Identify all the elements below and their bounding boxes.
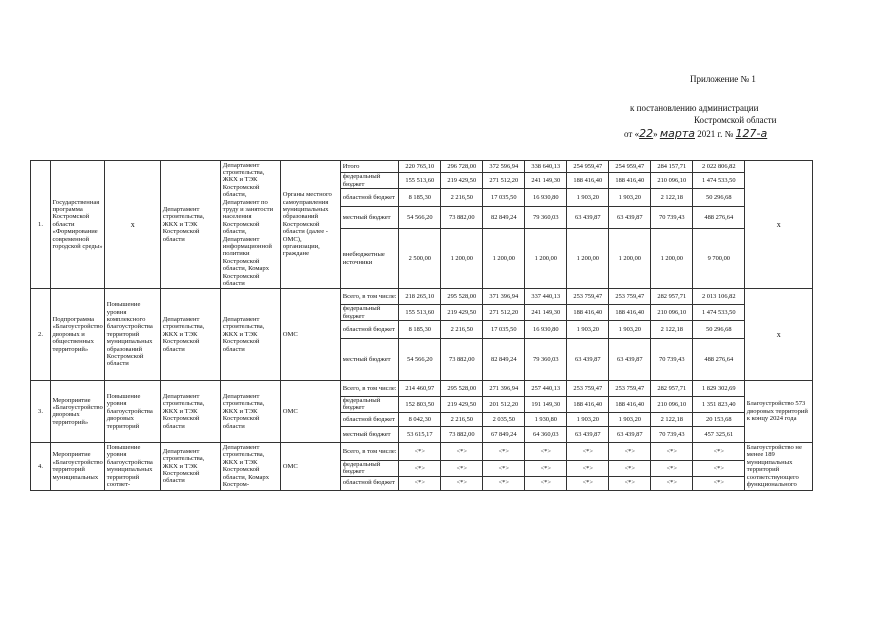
- year-value: <*>: [483, 476, 525, 490]
- year-value: 2 122,18: [651, 412, 693, 426]
- year-value: 337 440,13: [525, 289, 567, 305]
- year-value: 73 882,00: [441, 339, 483, 381]
- funding-source: Итого: [341, 161, 399, 173]
- year-value: <*>: [567, 460, 609, 476]
- year-value: 63 439,87: [609, 207, 651, 229]
- year-value: 1 903,20: [567, 321, 609, 339]
- funding-source: Всего, в том числе:: [341, 381, 399, 397]
- year-value: 282 957,71: [651, 381, 693, 397]
- year-value: <*>: [567, 476, 609, 490]
- year-value: 54 566,20: [399, 339, 441, 381]
- co-executors: Департамент строительства, ЖКХ и ТЭК Костромской области: [221, 289, 281, 381]
- year-value: 63 439,87: [567, 426, 609, 442]
- year-value: 155 513,60: [399, 173, 441, 189]
- year-value: 67 849,24: [483, 426, 525, 442]
- year-value: 201 512,20: [483, 397, 525, 413]
- year-value: 253 759,47: [567, 381, 609, 397]
- total-value: 488 276,64: [693, 207, 745, 229]
- year-value: <*>: [651, 442, 693, 460]
- year-value: <*>: [609, 460, 651, 476]
- year-value: <*>: [525, 442, 567, 460]
- total-value: 1 351 823,40: [693, 397, 745, 413]
- row-number: 4.: [31, 442, 51, 490]
- year-value: 63 439,87: [567, 339, 609, 381]
- year-value: 1 200,00: [567, 229, 609, 289]
- year-value: 63 439,87: [567, 207, 609, 229]
- year-value: 188 416,40: [567, 397, 609, 413]
- year-value: 210 096,10: [651, 305, 693, 321]
- funding-source: местный бюджет: [341, 426, 399, 442]
- year-value: 284 157,71: [651, 161, 693, 173]
- program-measure: Повышение уровня благоустройства дворовых территорий: [105, 381, 161, 443]
- year-value: 1 903,20: [609, 321, 651, 339]
- year-value: 1 903,20: [609, 412, 651, 426]
- year-value: 188 416,40: [609, 173, 651, 189]
- date-day: 22: [639, 127, 654, 140]
- year-value: 73 882,00: [441, 207, 483, 229]
- year-value: 70 739,43: [651, 426, 693, 442]
- date-month: марта: [659, 127, 695, 140]
- year-value: 1 903,20: [567, 412, 609, 426]
- year-value: 8 185,30: [399, 321, 441, 339]
- total-value: 1 474 533,50: [693, 305, 745, 321]
- year-value: 253 759,47: [609, 381, 651, 397]
- year-value: <*>: [441, 476, 483, 490]
- funding-source: местный бюджет: [341, 339, 399, 381]
- year-value: 1 903,20: [609, 189, 651, 207]
- year-value: 371 396,94: [483, 289, 525, 305]
- funding-source: федеральный бюджет: [341, 305, 399, 321]
- responsible-executor: Департамент строительства, ЖКХ и ТЭК Костромской области: [161, 381, 221, 443]
- program-name: Государственная программа Костромской области «Формирование современной городской среды»: [51, 161, 105, 289]
- year-value: <*>: [399, 460, 441, 476]
- participants: ОМС: [281, 442, 341, 490]
- year-value: 271 512,20: [483, 173, 525, 189]
- year-value: 70 739,43: [651, 207, 693, 229]
- total-value: 2 022 806,82: [693, 161, 745, 173]
- table-row: [31, 381, 813, 397]
- year-value: 220 765,10: [399, 161, 441, 173]
- program-table: [30, 160, 813, 491]
- year-value: <*>: [525, 476, 567, 490]
- row-number: 3.: [31, 381, 51, 443]
- participants: Органы местного самоуправления муниципальных образований Костромской области (далее - ОМС), организации, граждане: [281, 161, 341, 289]
- funding-source: областной бюджет: [341, 412, 399, 426]
- year-value: 155 513,60: [399, 305, 441, 321]
- year-value: 254 959,47: [567, 161, 609, 173]
- program-name: Мероприятие «Благоустройство территорий муниципальных: [51, 442, 105, 490]
- total-value: 2 013 106,82: [693, 289, 745, 305]
- year-value: <*>: [441, 460, 483, 476]
- year-value: 63 439,87: [609, 339, 651, 381]
- year-value: 219 429,50: [441, 173, 483, 189]
- year-value: 295 528,00: [441, 381, 483, 397]
- total-value: 20 153,68: [693, 412, 745, 426]
- year-value: 241 149,30: [525, 305, 567, 321]
- funding-source: областной бюджет: [341, 321, 399, 339]
- year-value: 214 460,97: [399, 381, 441, 397]
- total-value: <*>: [693, 442, 745, 460]
- year-value: 1 200,00: [525, 229, 567, 289]
- year-value: <*>: [567, 442, 609, 460]
- year-value: 210 096,10: [651, 173, 693, 189]
- year-value: 372 596,94: [483, 161, 525, 173]
- funding-source: местный бюджет: [341, 207, 399, 229]
- year-value: <*>: [441, 442, 483, 460]
- year-value: 53 615,17: [399, 426, 441, 442]
- year-value: <*>: [651, 476, 693, 490]
- year-value: 17 035,50: [483, 189, 525, 207]
- funding-source: Всего, в том числе:: [341, 289, 399, 305]
- year-value: 152 803,50: [399, 397, 441, 413]
- year-value: 82 849,24: [483, 339, 525, 381]
- expected-result: х: [745, 161, 813, 289]
- participants: ОМС: [281, 289, 341, 381]
- year-value: 17 035,50: [483, 321, 525, 339]
- year-value: 73 882,00: [441, 426, 483, 442]
- date-line: [624, 127, 767, 140]
- year-value: 219 429,50: [441, 397, 483, 413]
- year-value: 2 216,50: [441, 321, 483, 339]
- row-number: 1.: [31, 161, 51, 289]
- year-value: 16 930,80: [525, 189, 567, 207]
- responsible-executor: Департамент строительства, ЖКХ и ТЭК Костромской области: [161, 161, 221, 289]
- total-value: 1 829 302,69: [693, 381, 745, 397]
- year-value: 16 930,80: [525, 321, 567, 339]
- responsible-executor: Департамент строительства, ЖКХ и ТЭК Костромской области: [161, 442, 221, 490]
- year-value: 70 739,43: [651, 339, 693, 381]
- year-value: 2 216,50: [441, 189, 483, 207]
- co-executors: Департамент строительства, ЖКХ и ТЭК Костромской области, Комарх Костром-: [221, 442, 281, 490]
- total-value: 50 296,68: [693, 189, 745, 207]
- year-value: 2 500,00: [399, 229, 441, 289]
- year-value: 2 122,18: [651, 189, 693, 207]
- year-value: 271 396,94: [483, 381, 525, 397]
- year-value: <*>: [399, 442, 441, 460]
- table-row: [31, 161, 813, 173]
- year-value: 296 728,00: [441, 161, 483, 173]
- total-value: 488 276,64: [693, 339, 745, 381]
- funding-source: федеральный бюджет: [341, 460, 399, 476]
- year-value: 1 903,20: [567, 189, 609, 207]
- year-value: 54 566,20: [399, 207, 441, 229]
- year-value: 1 200,00: [609, 229, 651, 289]
- year-value: 1 200,00: [483, 229, 525, 289]
- expected-result: Благоустройство не менее 189 муниципальных территорий соответствующего функционального: [745, 442, 813, 490]
- date-mid: »: [653, 129, 658, 139]
- year-value: 253 759,47: [609, 289, 651, 305]
- program-name: Подпрограмма «Благоустройство дворовых и общественных территорий»: [51, 289, 105, 381]
- total-value: <*>: [693, 460, 745, 476]
- year-value: <*>: [609, 476, 651, 490]
- year-value: 64 360,03: [525, 426, 567, 442]
- year-value: 1 930,80: [525, 412, 567, 426]
- year-value: 241 149,30: [525, 173, 567, 189]
- year-value: 271 512,20: [483, 305, 525, 321]
- funding-source: федеральный бюджет: [341, 173, 399, 189]
- total-value: 9 700,00: [693, 229, 745, 289]
- year-value: 63 439,87: [609, 426, 651, 442]
- year-value: 79 360,03: [525, 207, 567, 229]
- expected-result: Благоустройство 573 дворовых территорий к концу 2024 года: [745, 381, 813, 443]
- document-number: 127-а: [735, 127, 768, 140]
- year-value: 188 416,40: [609, 305, 651, 321]
- total-value: 50 296,68: [693, 321, 745, 339]
- year-value: <*>: [525, 460, 567, 476]
- year-value: <*>: [483, 460, 525, 476]
- year-value: 79 360,03: [525, 339, 567, 381]
- year-value: 8 042,30: [399, 412, 441, 426]
- year-value: 218 265,10: [399, 289, 441, 305]
- year-value: <*>: [651, 460, 693, 476]
- year-value: 282 957,71: [651, 289, 693, 305]
- year-value: 1 200,00: [651, 229, 693, 289]
- year-value: 191 149,30: [525, 397, 567, 413]
- date-prefix: от «: [624, 129, 640, 139]
- year-value: 82 849,24: [483, 207, 525, 229]
- year-value: 257 440,13: [525, 381, 567, 397]
- year-value: 2 035,50: [483, 412, 525, 426]
- program-measure: Повышение уровня комплексного благоустройства территорий муниципальных образований Костромской области: [105, 289, 161, 381]
- table-row: [31, 442, 813, 460]
- program-measure: х: [105, 161, 161, 289]
- row-number: 2.: [31, 289, 51, 381]
- funding-source: Всего, в том числе:: [341, 442, 399, 460]
- year-value: 253 759,47: [567, 289, 609, 305]
- total-value: 1 474 533,50: [693, 173, 745, 189]
- funding-source: областной бюджет: [341, 476, 399, 490]
- year-value: 219 429,50: [441, 305, 483, 321]
- year-value: 1 200,00: [441, 229, 483, 289]
- program-name: Мероприятие «Благоустройство дворовых территорий»: [51, 381, 105, 443]
- co-executors: Департамент строительства, ЖКХ и ТЭК Костромской области: [221, 381, 281, 443]
- participants: ОМС: [281, 381, 341, 443]
- program-measure: Повышение уровня благоустройства муниципальных территорий соответ-: [105, 442, 161, 490]
- year-value: <*>: [483, 442, 525, 460]
- funding-source: федеральный бюджет: [341, 397, 399, 413]
- year-value: 338 640,13: [525, 161, 567, 173]
- total-value: <*>: [693, 476, 745, 490]
- expected-result: х: [745, 289, 813, 381]
- resolution-line: к постановлению администрации: [630, 103, 759, 113]
- region-line: Костромской области: [694, 115, 777, 125]
- year-value: 8 185,30: [399, 189, 441, 207]
- responsible-executor: Департамент строительства, ЖКХ и ТЭК Костромской области: [161, 289, 221, 381]
- year-value: 2 122,18: [651, 321, 693, 339]
- total-value: 457 325,61: [693, 426, 745, 442]
- table-row: [31, 289, 813, 305]
- co-executors: Департамент строительства, ЖКХ и ТЭК Костромской области, Департамент по труду и занятости населения Костромской области, Департамент информационной политики Костромской области, Комарх Костромской области: [221, 161, 281, 289]
- year-value: <*>: [399, 476, 441, 490]
- year-value: 295 528,00: [441, 289, 483, 305]
- appendix-title: Приложение № 1: [690, 74, 756, 84]
- year-value: 188 416,40: [609, 397, 651, 413]
- year-value: 210 096,10: [651, 397, 693, 413]
- date-year: 2021 г. №: [697, 129, 734, 139]
- year-value: 2 216,50: [441, 412, 483, 426]
- year-value: 188 416,40: [567, 305, 609, 321]
- year-value: <*>: [609, 442, 651, 460]
- year-value: 254 959,47: [609, 161, 651, 173]
- funding-source: областной бюджет: [341, 189, 399, 207]
- funding-source: внебюджетные источники: [341, 229, 399, 289]
- year-value: 188 416,40: [567, 173, 609, 189]
